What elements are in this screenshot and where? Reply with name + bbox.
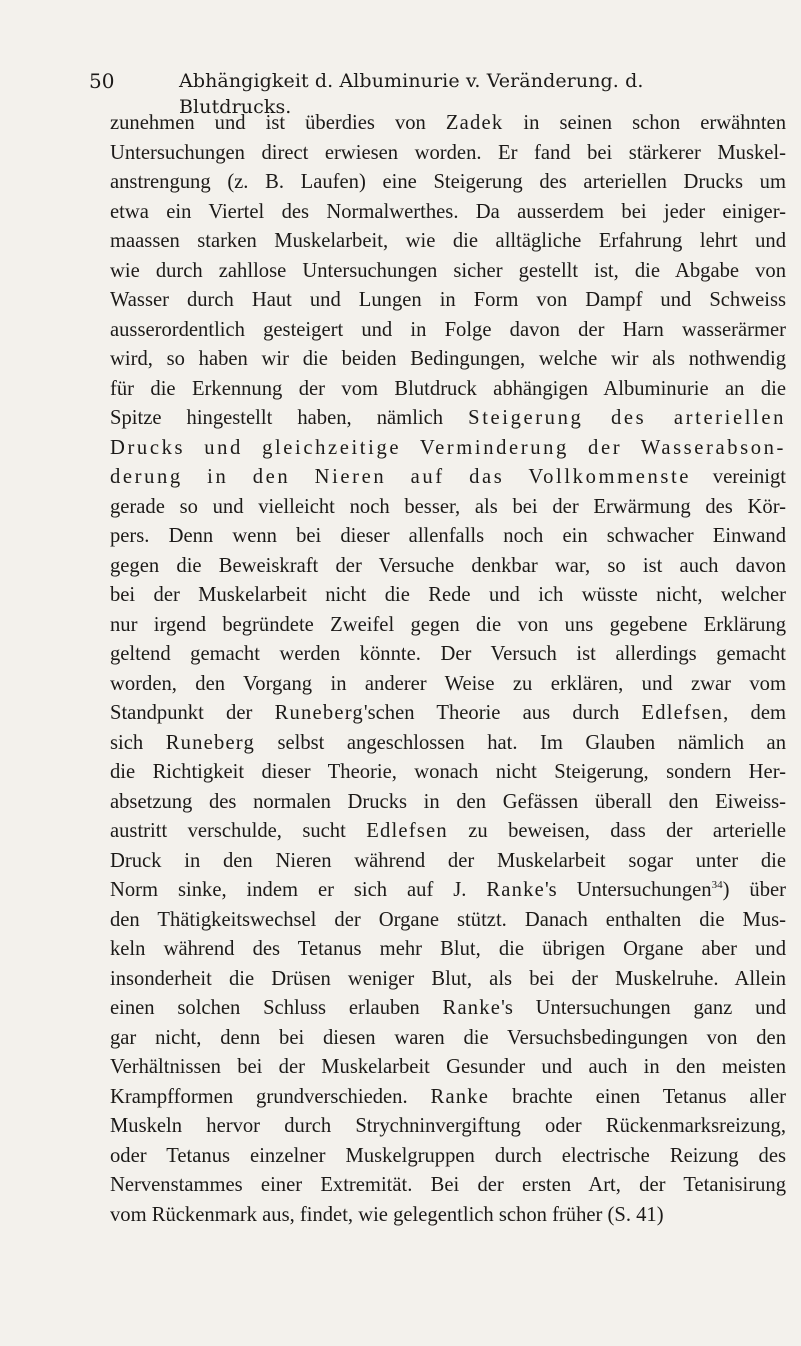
text-run: gegen die Beweiskraft der Versuche denkbar war, so ist auch davon xyxy=(110,554,786,577)
text-run: einen solchen Schluss erlauben xyxy=(110,997,443,1019)
text-line xyxy=(110,522,786,552)
text-run: nur irgend begründete Zweifel gegen die von uns gegebene Erklärung xyxy=(110,613,786,636)
text-line xyxy=(110,168,786,198)
text-run: Spitze hingestellt haben, nämlich xyxy=(110,407,469,429)
text-run: vom Rückenmark aus, findet, wie gelegentlich schon früher (S. 41) xyxy=(110,1203,664,1226)
author-name: Ranke xyxy=(486,879,545,901)
text-run: worden, den Vorgang in anderer Weise zu erklären, und zwar vom xyxy=(110,672,786,695)
text-line xyxy=(110,611,786,641)
text-run: selbst angeschlossen hat. Im Glauben nämlich an xyxy=(254,731,786,754)
text-line xyxy=(110,198,786,228)
text-run: Verhältnissen bei der Muskelarbeit Gesunder und auch in den meisten xyxy=(110,1056,786,1078)
text-line xyxy=(110,788,786,818)
page-header xyxy=(89,68,709,118)
emphasis-spaced: derung in den Nieren auf das Vollkommenste xyxy=(110,466,692,488)
text-run: geltend gemacht werden könnte. Der Versuch ist allerdings gemacht xyxy=(110,643,786,665)
text-run: den Thätigkeitswechsel der Organe stützt. Danach enthalten die Mus- xyxy=(110,908,786,931)
author-name: Edlefsen xyxy=(641,702,724,724)
text-line xyxy=(110,227,786,257)
text-run: 's Untersuchungen xyxy=(544,879,712,901)
author-name: Ranke xyxy=(442,997,502,1019)
text-run: bei der Muskelarbeit nicht die Rede und ich wüsste nicht, welcher xyxy=(110,584,786,606)
author-name: Runeberg xyxy=(274,702,364,724)
text-run: , dem xyxy=(723,702,786,724)
page-number: 50 xyxy=(89,69,115,93)
footnote-ref: 34 xyxy=(711,879,723,891)
text-line xyxy=(110,463,786,493)
text-run: 'schen Theorie aus durch xyxy=(363,702,642,724)
text-line xyxy=(110,1083,786,1113)
text-run: Nervenstammes einer Extremität. Bei der ersten Art, der Tetanisirung xyxy=(110,1174,786,1196)
text-run: 's Untersuchungen ganz und xyxy=(501,997,786,1019)
text-line xyxy=(110,1201,786,1231)
text-run: Druck in den Nieren während der Muskelarbeit sogar unter die xyxy=(110,849,786,872)
text-run: pers. Denn wenn bei dieser allenfalls noch ein schwacher Einwand xyxy=(110,525,786,547)
author-name: Ranke xyxy=(430,1085,490,1108)
text-line xyxy=(110,817,786,847)
body-text xyxy=(110,109,786,1230)
text-line xyxy=(110,994,786,1024)
text-run: keln während des Tetanus mehr Blut, die übrigen Organe aber und xyxy=(110,938,786,960)
text-line xyxy=(110,316,786,346)
text-line xyxy=(110,1112,786,1142)
text-line xyxy=(110,1024,786,1054)
text-line xyxy=(110,375,786,405)
text-run: wird, so haben wir die beiden Bedingungen, welche wir als nothwendig xyxy=(110,348,786,370)
text-run: vereinigt xyxy=(691,466,786,488)
text-run: insonderheit die Drüsen weniger Blut, als bei der Muskelruhe. Allein xyxy=(110,967,786,990)
text-run: anstrengung (z. B. Laufen) eine Steigerung des arteriellen Drucks um xyxy=(110,171,786,193)
text-run: ausserordentlich gesteigert und in Folge davon der Harn wasserärmer xyxy=(110,318,786,341)
text-line xyxy=(110,404,786,434)
text-run: maassen starken Muskelarbeit, wie die alltägliche Erfahrung lehrt und xyxy=(110,230,786,252)
text-line xyxy=(110,581,786,611)
author-name: Edlefsen xyxy=(366,820,448,842)
text-run: Untersuchungen direct erwiesen worden. Er fand bei stärkerer Muskel- xyxy=(110,141,786,164)
text-line xyxy=(110,965,786,995)
text-line xyxy=(110,493,786,523)
text-line xyxy=(110,729,786,759)
text-run: für die Erkennung der vom Blutdruck abhängigen Albuminurie an die xyxy=(110,377,786,400)
text-line xyxy=(110,1053,786,1083)
emphasis-spaced: Steigerung des arteriellen xyxy=(468,407,786,429)
text-run: zu beweisen, dass der arterielle xyxy=(447,820,786,842)
text-line xyxy=(110,109,786,139)
text-line xyxy=(110,139,786,169)
text-line xyxy=(110,286,786,316)
text-run: absetzung des normalen Drucks in den Gefässen überall den Eiweiss- xyxy=(110,790,786,813)
text-line xyxy=(110,935,786,965)
text-run: brachte einen Tetanus aller xyxy=(489,1085,786,1108)
text-line xyxy=(110,876,786,906)
text-run: Wasser durch Haut und Lungen in Form von Dampf und Schweiss xyxy=(110,289,786,311)
author-name: Runeberg xyxy=(165,731,255,754)
text-line xyxy=(110,434,786,464)
text-run: etwa ein Viertel des Normalwerthes. Da ausserdem bei jeder einiger- xyxy=(110,200,786,223)
text-line xyxy=(110,345,786,375)
text-run: gerade so und vielleicht noch besser, als bei der Erwärmung des Kör- xyxy=(110,495,786,518)
text-run: austritt verschulde, sucht xyxy=(110,820,367,842)
text-run: wie durch zahllose Untersuchungen sicher gestellt ist, die Abgabe von xyxy=(110,259,786,282)
text-line xyxy=(110,257,786,287)
text-line xyxy=(110,552,786,582)
text-run: in seinen schon erwähnten xyxy=(503,112,786,134)
text-run: gar nicht, denn bei diesen waren die Versuchsbedingungen von den xyxy=(110,1026,786,1049)
text-run: ) über xyxy=(722,879,786,901)
text-line xyxy=(110,906,786,936)
text-run: oder Tetanus einzelner Muskelgruppen durch electrische Reizung des xyxy=(110,1144,786,1167)
text-run: Norm sinke, indem er sich auf J. xyxy=(110,879,487,901)
text-run: Krampfformen grundverschieden. xyxy=(110,1085,431,1108)
running-title: Abhängigkeit d. Albuminurie v. Veränderung. d. Blutdrucks. xyxy=(179,70,644,118)
text-run: sich xyxy=(110,731,166,754)
text-line xyxy=(110,1171,786,1201)
text-line xyxy=(110,1142,786,1172)
text-line xyxy=(110,758,786,788)
text-line xyxy=(110,699,786,729)
text-line xyxy=(110,640,786,670)
text-run: Standpunkt der xyxy=(110,702,275,724)
emphasis-spaced: Drucks und gleichzeitige Verminderung der Wasserabson- xyxy=(110,436,786,459)
text-line xyxy=(110,670,786,700)
text-run: Zadek xyxy=(445,112,504,134)
text-run: zunehmen und ist überdies von xyxy=(110,112,446,134)
text-line xyxy=(110,847,786,877)
text-run: die Richtigkeit dieser Theorie, wonach nicht Steigerung, sondern Her- xyxy=(110,761,786,783)
text-run: Muskeln hervor durch Strychninvergiftung oder Rückenmarksreizung, xyxy=(110,1115,786,1137)
